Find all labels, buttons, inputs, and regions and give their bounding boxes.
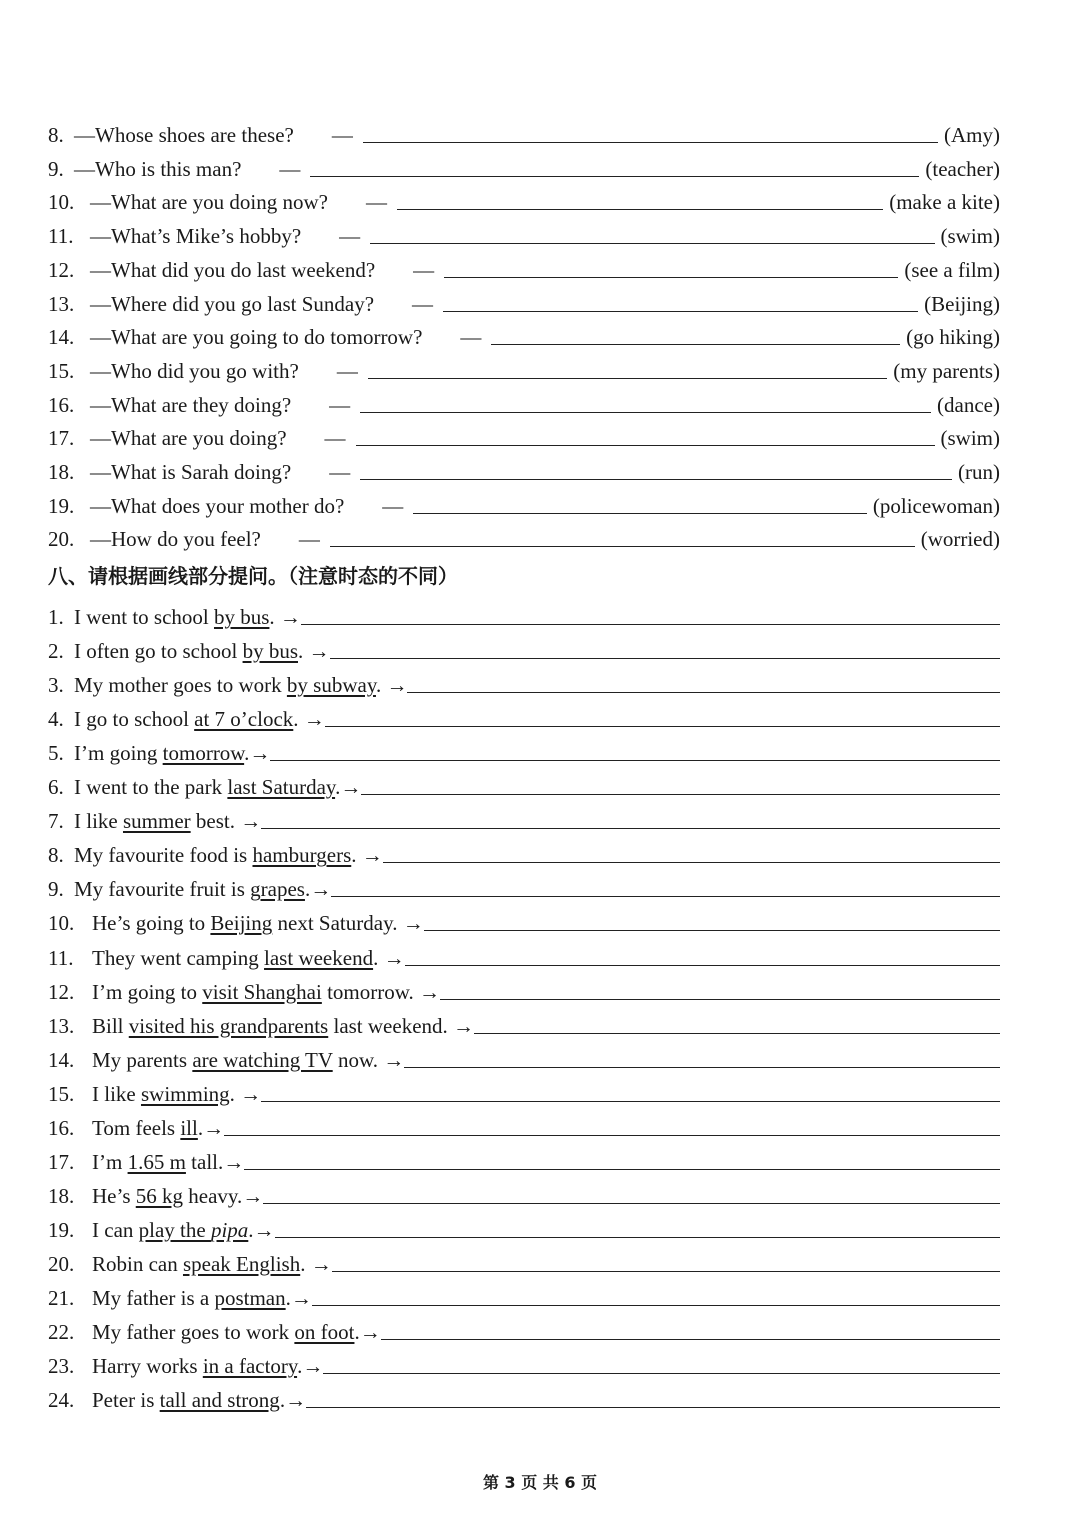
sentence-part: My favourite food is <box>74 843 253 868</box>
answer-hint: (swim) <box>940 426 1000 451</box>
sentence-part: . → <box>269 605 301 629</box>
sentence-part: .→ <box>248 1217 275 1242</box>
sentence-number: 20. <box>48 1251 75 1276</box>
sentence-number: 9. <box>48 877 64 902</box>
question-text: —Who is this man? <box>74 156 242 181</box>
answer-hint: (worried) <box>920 527 1000 552</box>
sentence-text <box>92 1217 275 1242</box>
sentence-part: He’s going to <box>92 911 211 936</box>
sentence-number: 11. <box>48 945 74 970</box>
sentence-part: Bill <box>92 1013 129 1038</box>
answer-blank[interactable] <box>263 1203 1000 1204</box>
answer-blank[interactable] <box>443 311 918 312</box>
page-footer: 第 3 页 共 6 页 <box>482 1473 598 1492</box>
underlined-part: are watching TV <box>192 1047 333 1072</box>
answer-blank[interactable] <box>360 412 931 413</box>
sentence-part: . → <box>351 843 383 868</box>
answer-hint: (policewoman) <box>872 493 1000 518</box>
question-row <box>48 483 1000 517</box>
sentence-part: Tom feels <box>92 1115 181 1140</box>
answer-dash: — <box>331 123 353 147</box>
sentence-part: Harry works <box>92 1354 203 1379</box>
question-text: —What does your mother do? <box>90 493 345 518</box>
answer-blank[interactable] <box>361 794 1000 795</box>
answer-blank[interactable] <box>261 1101 1000 1102</box>
sentence-part: Peter is <box>92 1388 160 1413</box>
answer-hint: (make a kite) <box>889 190 1000 215</box>
answer-hint: (see a film) <box>904 257 1000 282</box>
sentence-text <box>92 1013 475 1038</box>
underlined-part: by bus <box>213 605 270 629</box>
question-text: —What are you doing? <box>90 426 287 451</box>
underlined-part: Beijing <box>210 911 273 936</box>
sentence-part: My mother goes to work <box>74 673 287 698</box>
sentence-part: He’s <box>92 1183 136 1208</box>
sentence-part: . → <box>229 1081 262 1106</box>
sentence-text <box>74 743 270 764</box>
sentence-number: 7. <box>48 809 64 834</box>
sentence-number: 6. <box>48 775 64 800</box>
sentence-part: My father goes to work <box>92 1320 295 1345</box>
underlined-part: tomorrow <box>162 741 245 766</box>
sentence-part: tall.→ <box>185 1149 245 1174</box>
question-row <box>48 281 1000 315</box>
question-number: 15. <box>48 358 75 383</box>
underlined-part: visited his grandparents <box>128 1013 329 1038</box>
answer-dash: — <box>324 426 346 451</box>
sentence-number: 5. <box>48 741 64 766</box>
sentence-text <box>92 1288 312 1309</box>
underlined-part: visit Shanghai <box>202 979 322 1004</box>
question-text: —What is Sarah doing? <box>90 460 292 484</box>
answer-blank[interactable] <box>370 243 934 244</box>
sentence-part: . → <box>298 639 330 664</box>
underlined-part: postman <box>214 1286 286 1310</box>
sentence-part: next Saturday. → <box>272 911 424 936</box>
sentence-part: I’m going <box>74 741 163 766</box>
answer-blank[interactable] <box>404 1067 1000 1068</box>
rewrite-row <box>48 935 1000 969</box>
sentence-text <box>92 945 405 970</box>
sentence-part: . → <box>373 945 405 970</box>
rewrite-row <box>48 1207 1000 1241</box>
underlined-part: summer <box>122 809 191 834</box>
sentence-text <box>74 675 407 696</box>
answer-dash: — <box>413 257 435 282</box>
question-number: 9. <box>48 156 64 181</box>
answer-blank[interactable] <box>332 1271 1000 1272</box>
sentence-part: last weekend. → <box>328 1013 475 1038</box>
answer-blank[interactable] <box>312 1305 1000 1306</box>
sentence-number: 18. <box>48 1183 75 1208</box>
question-row <box>48 179 1000 213</box>
question-number: 20. <box>48 527 75 552</box>
sentence-number: 13. <box>48 1013 75 1038</box>
sentence-part: tomorrow. → <box>321 979 441 1004</box>
question-text: —Who did you go with? <box>90 358 299 383</box>
sentence-text <box>92 1251 332 1276</box>
sentence-text <box>92 1322 381 1343</box>
sentence-number: 4. <box>48 707 64 732</box>
underlined-part: swimming <box>140 1081 230 1106</box>
answer-blank[interactable] <box>325 726 1000 727</box>
sentence-number: 19. <box>48 1217 75 1242</box>
answer-blank[interactable] <box>310 176 919 177</box>
sentence-part: I’m going to <box>92 979 203 1004</box>
sentence-part: I go to school <box>74 707 195 732</box>
answer-blank[interactable] <box>323 1373 1000 1374</box>
rewrite-row <box>48 764 1000 798</box>
answer-blank[interactable] <box>261 828 1000 829</box>
answer-dash: — <box>382 493 404 518</box>
answer-blank[interactable] <box>491 344 900 345</box>
answer-hint: (dance) <box>937 392 1000 417</box>
sentence-part: My favourite fruit is <box>74 877 251 902</box>
answer-dash: — <box>339 224 361 249</box>
answer-dash: — <box>460 325 482 350</box>
sentence-part: Robin can <box>92 1251 183 1276</box>
answer-dash: — <box>298 527 320 552</box>
rewrite-row <box>48 730 1000 764</box>
answer-hint: (teacher) <box>925 156 1000 181</box>
sentence-number: 15. <box>48 1081 75 1106</box>
underlined-part: pipa <box>210 1217 249 1242</box>
answer-blank[interactable] <box>363 142 938 143</box>
sentence-number: 22. <box>48 1320 75 1345</box>
rewrite-row <box>48 1173 1000 1207</box>
question-row <box>48 146 1000 180</box>
answer-blank[interactable] <box>331 896 1000 897</box>
question-number: 12. <box>48 257 75 282</box>
sentence-part: .→ <box>354 1320 381 1345</box>
rewrite-row <box>48 662 1000 696</box>
sentence-part: I went to school <box>74 605 214 629</box>
answer-blank[interactable] <box>275 1237 1000 1238</box>
sentence-text <box>92 979 441 1004</box>
question-text: —How do you feel? <box>90 527 261 552</box>
answer-blank[interactable] <box>474 1033 1000 1034</box>
answer-blank[interactable] <box>405 965 1000 966</box>
sentence-text <box>92 913 424 934</box>
answer-blank[interactable] <box>306 1407 1000 1408</box>
underlined-part: in a factory <box>202 1354 298 1379</box>
question-number: 17. <box>48 426 75 451</box>
rewrite-row <box>48 696 1000 730</box>
rewrite-row <box>48 798 1000 832</box>
question-row <box>48 213 1000 247</box>
sentence-text <box>92 1149 245 1174</box>
answer-blank[interactable] <box>270 760 1000 761</box>
question-text: —Where did you go last Sunday? <box>90 291 375 316</box>
sentence-text <box>74 879 331 900</box>
underlined-part: tall and strong <box>159 1388 280 1413</box>
question-text: —What are you going to do tomorrow? <box>90 325 423 350</box>
answer-dash: — <box>329 460 351 484</box>
question-row <box>48 415 1000 449</box>
question-row <box>48 314 1000 348</box>
question-row <box>48 112 1000 146</box>
sentence-text <box>74 641 330 662</box>
underlined-part: speak English <box>182 1251 301 1276</box>
sentence-part: .→ <box>304 877 332 902</box>
question-number: 16. <box>48 392 75 417</box>
answer-blank[interactable] <box>356 445 935 446</box>
sentence-text <box>74 709 325 730</box>
sentence-text <box>74 777 361 798</box>
sentence-part: I’m <box>92 1149 128 1174</box>
answer-hint: (Beijing) <box>924 291 1000 316</box>
sentence-part: . → <box>300 1251 332 1276</box>
sentence-number: 14. <box>48 1047 75 1072</box>
question-number: 8. <box>48 123 64 147</box>
sentence-number: 17. <box>48 1149 75 1174</box>
sentence-number: 2. <box>48 639 64 664</box>
sentence-number: 3. <box>48 673 64 698</box>
answer-blank[interactable] <box>424 930 1000 931</box>
answer-blank[interactable] <box>360 479 952 480</box>
underlined-part: last Saturday <box>227 775 336 800</box>
answer-dash: — <box>279 156 301 181</box>
rewrite-row <box>48 594 1000 628</box>
answer-blank[interactable] <box>440 999 1000 1000</box>
sentence-text <box>92 1115 225 1140</box>
answer-hint: (go hiking) <box>906 325 1000 350</box>
answer-blank[interactable] <box>407 692 1000 693</box>
rewrite-row <box>48 900 1000 934</box>
rewrite-row <box>48 1105 1000 1139</box>
answer-dash: — <box>329 392 351 417</box>
sentence-text <box>92 1081 262 1106</box>
answer-blank[interactable] <box>383 862 1000 863</box>
sentence-part: . → <box>293 707 325 732</box>
sentence-text <box>74 845 383 866</box>
rewrite-row <box>48 628 1000 662</box>
sentence-number: 10. <box>48 911 75 936</box>
answer-blank[interactable] <box>368 378 887 379</box>
answer-blank[interactable] <box>301 624 1000 625</box>
sentence-part: My father is a <box>92 1286 215 1310</box>
answer-dash: — <box>336 358 358 383</box>
underlined-part: 56 kg <box>135 1183 183 1208</box>
question-number: 10. <box>48 190 75 215</box>
rewrite-row <box>48 1343 1000 1377</box>
answer-blank[interactable] <box>381 1339 1000 1340</box>
sentence-part: now. → <box>332 1047 405 1072</box>
underlined-part: last weekend <box>264 945 374 970</box>
sentence-part: I went to the park <box>74 775 228 800</box>
sentence-part: .→ <box>197 1115 225 1140</box>
sentence-part: . → <box>375 673 408 698</box>
question-text: —What are you doing now? <box>90 190 328 215</box>
sentence-text <box>74 607 301 628</box>
sentence-part: heavy.→ <box>183 1183 264 1208</box>
question-number: 19. <box>48 493 75 518</box>
answer-dash: — <box>365 190 387 215</box>
underlined-part: grapes <box>250 877 305 902</box>
underlined-part: by subway <box>286 673 376 698</box>
question-row <box>48 382 1000 416</box>
answer-blank[interactable] <box>330 658 1001 659</box>
sentence-part: .→ <box>244 741 271 766</box>
sentence-text <box>92 1390 306 1411</box>
answer-hint: (my parents) <box>893 358 1000 383</box>
rewrite-row <box>48 1071 1000 1105</box>
sentence-part: They went camping <box>92 945 265 970</box>
sentence-number: 16. <box>48 1115 75 1140</box>
rewrite-row <box>48 1139 1000 1173</box>
underlined-part: by bus <box>242 639 298 664</box>
question-row <box>48 247 1000 281</box>
sentence-part: I often go to school <box>74 639 243 664</box>
sentence-part: My parents <box>92 1047 193 1072</box>
sentence-text <box>92 1356 323 1377</box>
rewrite-row <box>48 1309 1000 1343</box>
question-text: —Whose shoes are these? <box>74 123 294 147</box>
section-heading: 八、请根据画线部分提问。（注意时态的不同） <box>48 564 458 588</box>
answer-blank[interactable] <box>413 513 867 514</box>
sentence-number: 21. <box>48 1286 75 1310</box>
answer-blank[interactable] <box>244 1169 1000 1170</box>
sentence-number: 12. <box>48 979 75 1004</box>
sentence-text <box>92 1183 264 1208</box>
sentence-part: best. → <box>190 809 262 834</box>
question-number: 11. <box>48 224 74 249</box>
question-row <box>48 516 1000 550</box>
rewrite-row <box>48 1003 1000 1037</box>
sentence-number: 23. <box>48 1354 75 1379</box>
question-number: 14. <box>48 325 75 350</box>
question-text: —What are they doing? <box>90 392 292 417</box>
rewrite-row <box>48 1275 1000 1309</box>
sentence-number: 24. <box>48 1388 75 1413</box>
sentence-part: .→ <box>285 1286 312 1310</box>
underlined-part: play the <box>138 1217 211 1242</box>
question-row <box>48 449 1000 483</box>
sentence-part: .→ <box>335 775 362 800</box>
answer-blank[interactable] <box>330 546 915 547</box>
answer-dash: — <box>412 291 434 316</box>
answer-hint: (swim) <box>940 224 1000 249</box>
question-number: 18. <box>48 460 75 484</box>
underlined-part: 1.65 m <box>127 1149 186 1174</box>
answer-hint: (Amy) <box>944 123 1000 147</box>
answer-blank[interactable] <box>224 1135 1000 1136</box>
rewrite-row <box>48 1377 1000 1411</box>
sentence-text <box>74 811 261 832</box>
underlined-part: ill <box>180 1115 198 1140</box>
rewrite-row <box>48 832 1000 866</box>
rewrite-row <box>48 1037 1000 1071</box>
sentence-text <box>92 1047 405 1072</box>
rewrite-row <box>48 1241 1000 1275</box>
underlined-part: on foot <box>294 1320 355 1345</box>
answer-blank[interactable] <box>444 277 898 278</box>
sentence-number: 1. <box>48 605 64 629</box>
rewrite-row <box>48 866 1000 900</box>
rewrite-row <box>48 969 1000 1003</box>
question-row <box>48 348 1000 382</box>
answer-blank[interactable] <box>397 209 883 210</box>
sentence-part: I can <box>92 1217 139 1242</box>
sentence-part: .→ <box>279 1388 307 1413</box>
underlined-part: at 7 o’clock <box>194 707 294 732</box>
sentence-part: I like <box>92 1081 141 1106</box>
sentence-part: I like <box>74 809 123 834</box>
question-text: —What’s Mike’s hobby? <box>90 224 302 249</box>
answer-hint: (run) <box>958 460 1000 484</box>
underlined-part: hamburgers <box>252 843 352 868</box>
sentence-number: 8. <box>48 843 64 868</box>
question-text: —What did you do last weekend? <box>90 257 376 282</box>
sentence-part: .→ <box>297 1354 324 1379</box>
question-number: 13. <box>48 291 75 316</box>
